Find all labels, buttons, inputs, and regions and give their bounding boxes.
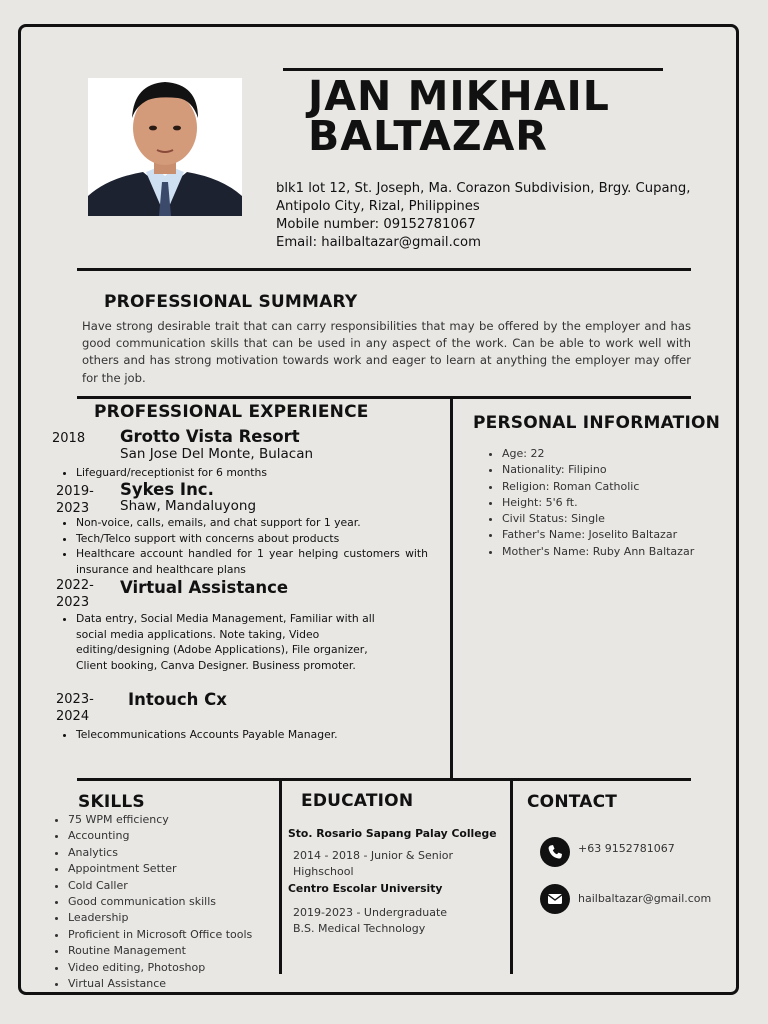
address-line-2: Antipolo City, Rizal, Philippines — [276, 199, 480, 214]
personal-info-item: • Father's Name: Joselito Baltazar — [502, 527, 752, 543]
experience-title: PROFESSIONAL EXPERIENCE — [94, 402, 369, 422]
job-company: Intouch Cx — [128, 690, 227, 709]
job-bullet: • Non-voice, calls, emails, and chat support for 1 year. — [76, 515, 428, 531]
skills-title: SKILLS — [78, 792, 145, 812]
skill-item: • Cold Caller — [68, 878, 293, 894]
job-bullet: • Lifeguard/receptionist for 6 months — [76, 465, 416, 481]
name-line-1: JAN MIKHAIL — [308, 72, 610, 120]
job-bullet: • Healthcare account handled for 1 year helping customers with insurance and healthcare plans — [76, 546, 428, 577]
skill-item: • Video editing, Photoshop — [68, 960, 293, 976]
skill-item: • Accounting — [68, 828, 293, 844]
job-bullets — [58, 465, 416, 481]
personal-info-item: • Nationality: Filipino — [502, 462, 752, 478]
skill-item: • Virtual Assistance — [68, 976, 293, 992]
job-year: 2019- 2023 — [56, 484, 94, 516]
job-location: San Jose Del Monte, Bulacan — [120, 446, 314, 462]
profile-photo — [88, 78, 242, 216]
personal-info-item: • Mother's Name: Ruby Ann Baltazar — [502, 544, 752, 560]
job-company: Grotto Vista Resort — [120, 427, 300, 446]
education-detail — [293, 905, 447, 936]
divider-education-contact — [510, 778, 513, 974]
divider-top — [77, 268, 691, 271]
job-year: 2023- 2024 — [56, 692, 94, 724]
summary-title: PROFESSIONAL SUMMARY — [104, 292, 358, 312]
education-detail: 2014 - 2018 - Junior & Senior Highschool — [293, 849, 454, 878]
address-line-1: blk1 lot 12, St. Joseph, Ma. Corazon Subdivision, Brgy. Cupang, — [276, 181, 691, 196]
personal-info-list — [484, 446, 752, 560]
personal-info-title: PERSONAL INFORMATION — [473, 413, 721, 433]
personal-info-item: • Height: 5'6 ft. — [502, 495, 752, 511]
name-top-rule — [283, 68, 663, 71]
contact-email: hailbaltazar@gmail.com — [578, 892, 712, 905]
skill-item: • Appointment Setter — [68, 861, 293, 877]
skill-item: • Good communication skills — [68, 894, 293, 910]
personal-info-item: • Civil Status: Single — [502, 511, 752, 527]
summary-text: Have strong desirable trait that can carry responsibilities that may be offered by the employer and has good communication skills that can be used in any aspect of the work. Can be able to work well with others and has strong motivation towards work and eager to learn at anything the employer may offer for the job. — [82, 319, 691, 385]
education-school: Sto. Rosario Sapang Palay College — [288, 827, 497, 840]
job-bullet: • Tech/Telco support with concerns about products — [76, 531, 428, 547]
divider-vertical-middle — [450, 396, 453, 780]
job-bullets — [58, 515, 428, 577]
personal-info-item: • Religion: Roman Catholic — [502, 479, 752, 495]
phone-icon — [540, 837, 570, 867]
education-school: Centro Escolar University — [288, 882, 443, 895]
job-bullet: • Telecommunications Accounts Payable Manager. — [76, 727, 416, 743]
contact-phone: +63 9152781067 — [578, 842, 675, 855]
job-company: Sykes Inc. — [120, 480, 214, 499]
job-bullets — [58, 727, 416, 743]
skill-item: • Analytics — [68, 845, 293, 861]
job-year: 2018 — [52, 431, 86, 446]
skill-item: • Leadership — [68, 910, 293, 926]
job-location: Shaw, Mandaluyong — [120, 498, 257, 514]
applicant-name — [308, 72, 610, 160]
education-detail-line: 2019-2023 - Undergraduate — [293, 906, 448, 919]
job-bullet: • Data entry, Social Media Management, Familiar with all social media applications. Note taking, Video editing/designing (Adobe Applications), File organizer, Client booking, Canva Designer. Business promoter. — [76, 611, 376, 673]
email-address: Email: hailbaltazar@gmail.com — [276, 235, 481, 250]
skills-list — [50, 812, 293, 992]
job-year: 2022- 2023 — [56, 578, 94, 610]
divider-bottom — [77, 778, 691, 781]
header-contact-block — [276, 180, 690, 252]
skill-item: • 75 WPM efficiency — [68, 812, 293, 828]
education-title: EDUCATION — [301, 791, 414, 811]
skill-item: • Proficient in Microsoft Office tools — [68, 927, 293, 943]
skill-item: • Routine Management — [68, 943, 293, 959]
mobile-number: Mobile number: 09152781067 — [276, 217, 476, 232]
name-line-2: BALTAZAR — [308, 112, 548, 160]
email-icon — [540, 884, 570, 914]
job-bullets — [58, 611, 376, 673]
divider-summary — [77, 396, 691, 399]
contact-title: CONTACT — [527, 792, 618, 812]
job-company: Virtual Assistance — [120, 578, 289, 597]
personal-info-item: • Age: 22 — [502, 446, 752, 462]
education-detail-line: B.S. Medical Technology — [293, 921, 426, 935]
